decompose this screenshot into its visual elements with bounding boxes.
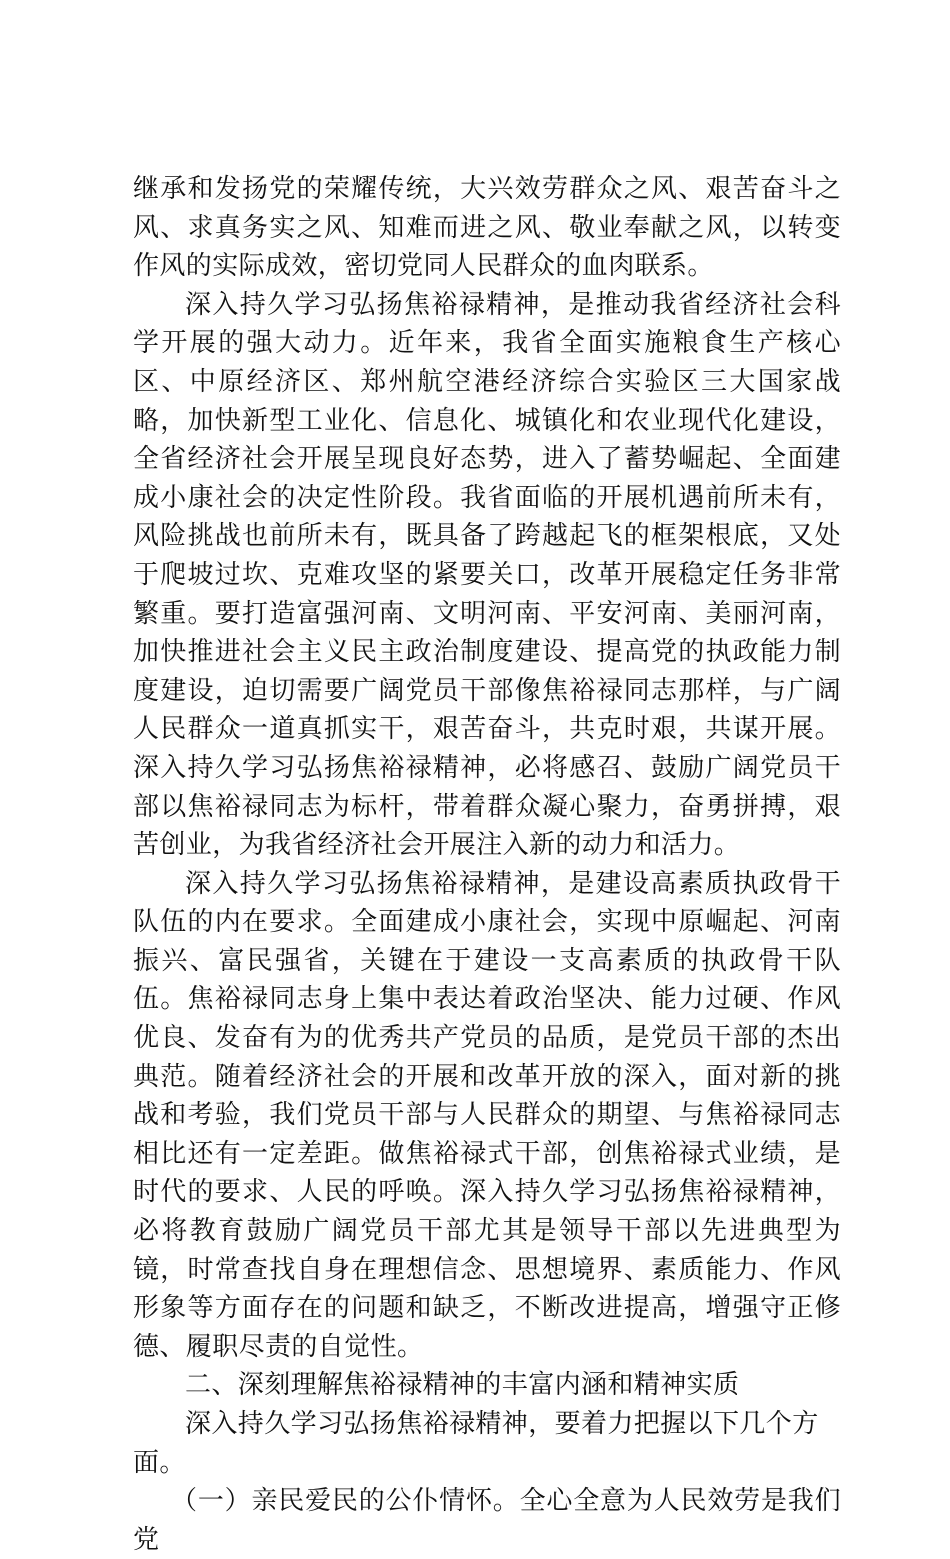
paragraph-development-driver: 深入持久学习弘扬焦裕禄精神，是推动我省经济社会科学开展的强大动力。近年来，我省全面实施粮食生产核心区、中原经济区、郑州航空港经济综合实验区三大国家战略，加快新型工业化、信息化、城镇化和农业现代化建设，全省经济社会开展呈现良好态势，进入了蓄势崛起、全面建成小康社会的决定性阶段。我省面临的开展机遇前所未有，风险挑战也前所未有，既具备了跨越起飞的框架根底，又处于爬坡过坎、克难攻坚的紧要关口，改革开展稳定任务非常繁重。要打造富强河南、文明河南、平安河南、美丽河南，加快推进社会主义民主政治制度建设、提高党的执政能力制度建设，迫切需要广阔党员干部像焦裕禄同志那样，与广阔人民群众一道真抓实干，艰苦奋斗，共克时艰，共谋开展。深入持久学习弘扬焦裕禄精神，必将感召、鼓励广阔党员干部以焦裕禄同志为标杆，带着群众凝心聚力，奋勇拼搏，艰苦创业，为我省经济社会开展注入新的动力和活力。 [133,289,841,861]
section-heading: 二、深刻理解焦裕禄精神的丰富内涵和精神实质 [185,1370,740,1401]
body-text [133,170,841,1559]
subsection-line: （一）亲民爱民的公仆情怀。全心全意为人民效劳是我们党 [133,1486,841,1555]
paragraph-continuation: 继承和发扬党的荣耀传统，大兴效劳群众之风、艰苦奋斗之风、求真务实之风、知难而进之风、敬业奉献之风，以转变作风的实际成效，密切党同人民群众的血肉联系。 [133,174,841,282]
paragraph-cadre-team: 深入持久学习弘扬焦裕禄精神，是建设高素质执政骨干队伍的内在要求。全面建成小康社会，实现中原崛起、河南振兴、富民强省，关键在于建设一支高素质的执政骨干队伍。焦裕禄同志身上集中表达着政治坚决、能力过硬、作风优良、发奋有为的优秀共产党员的品质，是党员干部的杰出典范。随着经济社会的开展和改革开放的深入，面对新的挑战和考验，我们党员干部与人民群众的期望、与焦裕禄同志相比还有一定差距。做焦裕禄式干部，创焦裕禄式业绩，是时代的要求、人民的呼唤。深入持久学习弘扬焦裕禄精神，必将教育鼓励广阔党员干部尤其是领导干部以先进典型为镜，时常查找自身在理想信念、思想境界、素质能力、作风形象等方面存在的问题和缺乏，不断改进提高，增强守正修德、履职尽责的自觉性。 [133,868,841,1362]
intro-line: 深入持久学习弘扬焦裕禄精神，要着力把握以下几个方面。 [133,1409,819,1478]
